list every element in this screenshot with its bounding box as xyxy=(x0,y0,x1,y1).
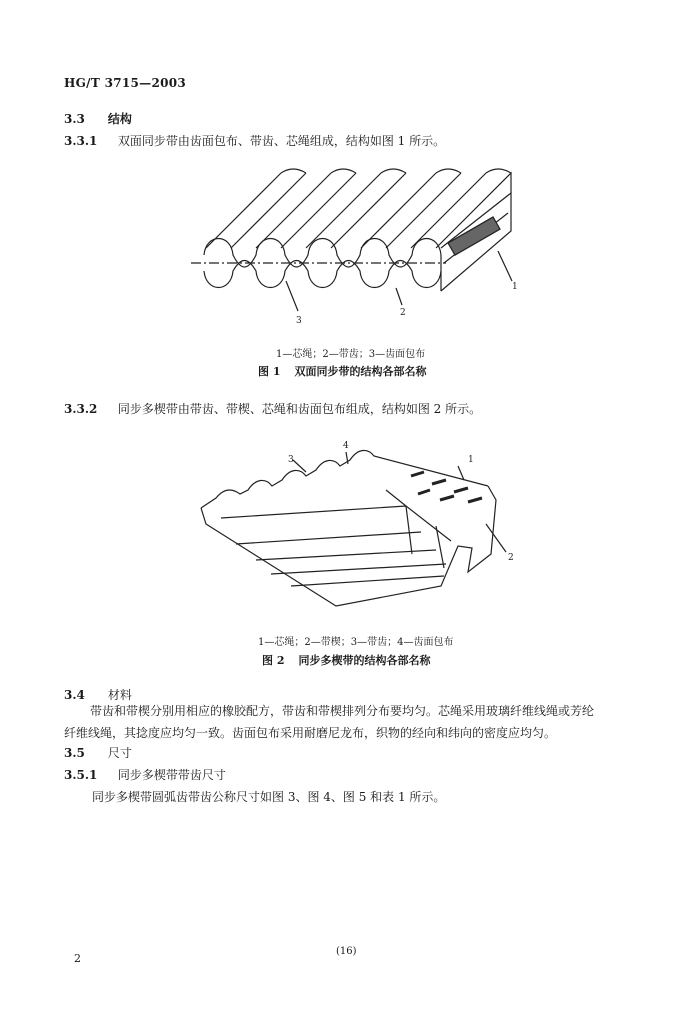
belt-tooth-ridge xyxy=(206,173,306,248)
section-3-3-2 xyxy=(64,400,481,417)
section-3-4-line-2: 纤维线绳，其捻度应均匀一致。齿面包布采用耐磨尼龙布，织物的经向和纬向的密度应均匀。 xyxy=(64,726,557,740)
section-number: 3.5 xyxy=(64,746,85,760)
belt-tooth-ridge xyxy=(361,173,461,248)
section-3-5 xyxy=(64,744,132,761)
section-3-3-1 xyxy=(64,132,445,149)
wedge-rib xyxy=(256,550,436,560)
section-text: 同步多楔带由带齿、带楔、芯绳和齿面包布组成，结构如图 2 所示。 xyxy=(117,402,482,416)
figure-1-title xyxy=(258,363,426,379)
section-title: 材料 xyxy=(107,688,132,702)
figure-2-synchronous-multi-wedge-belt xyxy=(196,436,526,626)
wedge-rib xyxy=(236,532,421,544)
section-title: 尺寸 xyxy=(107,746,132,760)
figure-number: 图 2 xyxy=(262,654,285,667)
belt-profile xyxy=(204,239,441,292)
callout-label: 1 xyxy=(512,282,518,292)
figure-title-text: 双面同步带的结构各部名称 xyxy=(294,365,427,378)
section-3-4-line-1: 带齿和带楔分别用相应的橡胶配方，带齿和带楔排列分布要均匀。芯绳采用玻璃纤维线绳或芳纶 xyxy=(90,704,595,718)
belt-tooth-ridge xyxy=(306,173,406,248)
section-number: 3.4 xyxy=(64,688,85,702)
wedge-rib xyxy=(291,576,444,586)
figure-1-double-timing-belt xyxy=(186,163,526,333)
page-number: 2 xyxy=(74,952,81,965)
standard-header: HG/T 3715—2003 xyxy=(64,76,187,90)
section-text: 双面同步带由齿面包布、带齿、芯绳组成，结构如图 1 所示。 xyxy=(117,134,446,148)
section-number: 3.3 xyxy=(64,112,85,126)
section-3-5-1-text: 同步多楔带圆弧齿带齿公称尺寸如图 3、图 4、图 5 和表 1 所示。 xyxy=(92,790,446,804)
belt-tooth-ridge xyxy=(256,173,356,248)
callout-label: 3 xyxy=(288,455,294,465)
cord-markers xyxy=(411,472,482,502)
callout-label: 2 xyxy=(400,308,406,318)
section-title: 同步多楔带带齿尺寸 xyxy=(117,768,226,782)
figure-2-caption: 1—芯绳；2—带楔；3—带齿；4—齿面包布 xyxy=(258,637,454,648)
center-page-number: (16) xyxy=(336,946,357,957)
section-number: 3.3.2 xyxy=(64,402,98,416)
callout-label: 2 xyxy=(508,553,514,563)
figure-1-caption: 1—芯绳；2—带齿；3—齿面包布 xyxy=(276,349,426,360)
section-title: 结构 xyxy=(107,112,132,126)
figure-number: 图 1 xyxy=(258,365,281,378)
section-number: 3.5.1 xyxy=(64,768,98,782)
callout-label: 4 xyxy=(343,441,349,451)
section-3-5-1 xyxy=(64,766,226,783)
section-number: 3.3.1 xyxy=(64,134,98,148)
callout-label: 3 xyxy=(296,316,302,326)
figure-title-text: 同步多楔带的结构各部名称 xyxy=(298,654,431,667)
wedge-rib xyxy=(271,564,446,574)
belt-body xyxy=(201,486,496,606)
section-3-3 xyxy=(64,110,132,127)
figure-2-title xyxy=(262,652,430,668)
wedge-rib xyxy=(221,506,451,541)
callout-label: 1 xyxy=(468,455,474,465)
